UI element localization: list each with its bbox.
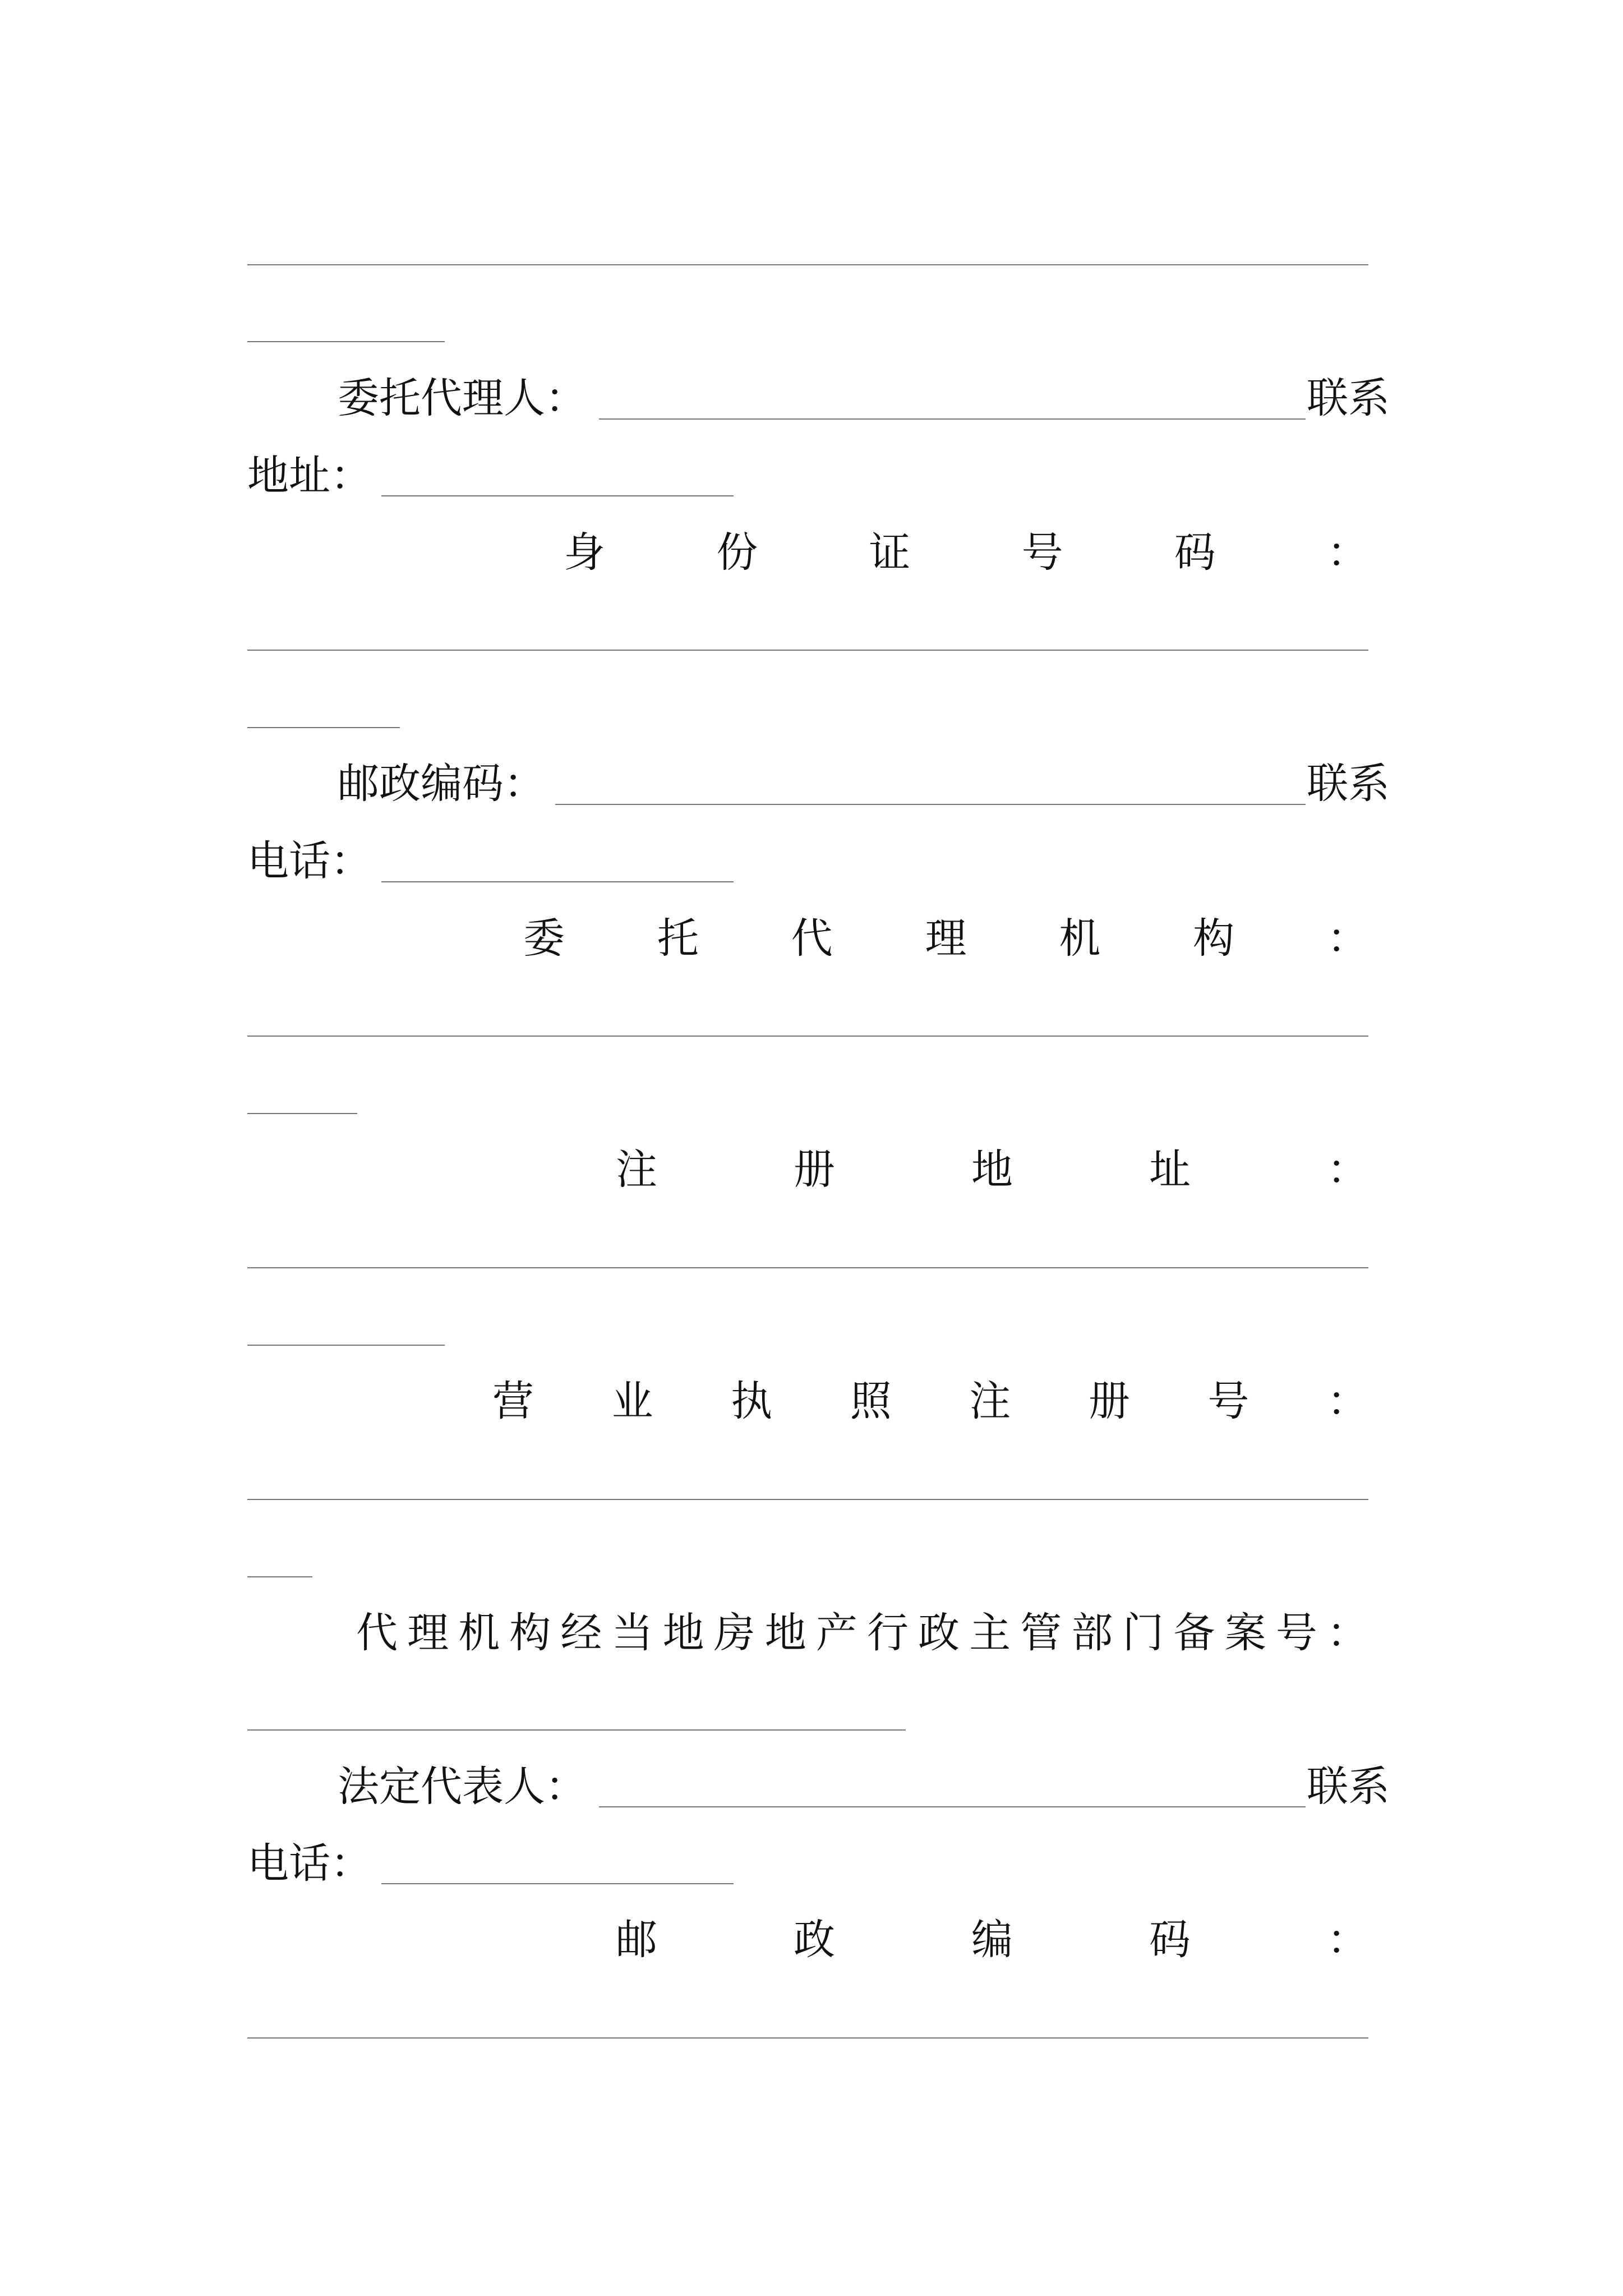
legal-rep-contact-prefix: 联系: [1307, 1763, 1390, 1811]
registered-address-label: 注 册 地 址 ：: [616, 1145, 1368, 1194]
agent-fill-line[interactable]: [599, 418, 1306, 420]
agent-contact-prefix: 联系: [1307, 374, 1390, 422]
id-number-label: 身 份 证 号 码 ：: [564, 528, 1368, 577]
agency-fill-line[interactable]: [247, 1036, 1368, 1037]
registered-address-fill-line[interactable]: [247, 1345, 445, 1346]
business-license-fill-line[interactable]: [247, 1499, 1368, 1500]
fill-line[interactable]: [247, 341, 445, 342]
postal-code-fill-line[interactable]: [555, 804, 1306, 805]
phone-fill-line[interactable]: [381, 881, 734, 882]
fill-line[interactable]: [247, 264, 1368, 265]
legal-rep-phone-label: 电话：: [247, 1839, 372, 1888]
legal-rep-phone-fill-line[interactable]: [381, 1883, 734, 1884]
legal-rep-label: 法定代表人：: [338, 1763, 587, 1811]
postal-code-2-fill-line[interactable]: [247, 2037, 1368, 2039]
legal-rep-fill-line[interactable]: [599, 1806, 1306, 1807]
business-license-label: 营 业 执 照 注 册 号 ：: [492, 1377, 1368, 1425]
agent-address-label: 地址：: [247, 452, 372, 500]
filing-number-label: 代 理 机 构 经 当 地 房 地 产 行 政 主 管 部 门 备 案 号 ：: [356, 1609, 1368, 1657]
agent-label: 委托代理人：: [338, 374, 587, 422]
filing-number-fill-line[interactable]: [247, 1729, 906, 1731]
agent-address-fill-line[interactable]: [381, 495, 734, 496]
id-number-fill-line[interactable]: [247, 727, 400, 728]
postal-code-2-label: 邮 政 编 码 ：: [616, 1916, 1368, 1964]
postal-code-label: 邮政编码：: [338, 760, 545, 808]
business-license-fill-line[interactable]: [247, 1576, 312, 1577]
agency-label: 委 托 代 理 机 构 ：: [523, 914, 1368, 963]
registered-address-fill-line[interactable]: [247, 1267, 1368, 1268]
postal-contact-prefix: 联系: [1307, 760, 1390, 808]
phone-label: 电话：: [247, 837, 372, 885]
id-number-fill-line[interactable]: [247, 650, 1368, 651]
agency-fill-line[interactable]: [247, 1113, 357, 1114]
